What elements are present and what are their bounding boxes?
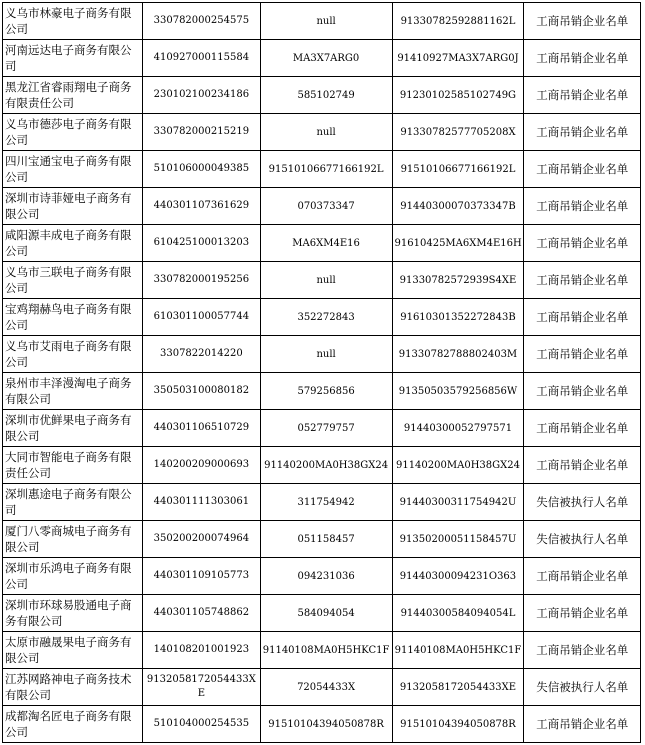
company-name-cell: 河南远达电子商务有限公司 bbox=[3, 40, 143, 77]
organization-code-cell: null bbox=[260, 3, 392, 40]
table-row bbox=[3, 40, 641, 77]
credit-code-cell: 91230102585102749G bbox=[392, 77, 524, 114]
organization-code-cell: 584094054 bbox=[260, 595, 392, 632]
registration-number-cell: 440301106510729 bbox=[143, 410, 261, 447]
company-name-cell: 深圳市优鲜果电子商务有限公司 bbox=[3, 410, 143, 447]
company-name-cell: 厦门八零商城电子商务有限公司 bbox=[3, 521, 143, 558]
list-status-cell: 工商吊销企业名单 bbox=[524, 114, 641, 151]
credit-code-cell: 91330782577705208X bbox=[392, 114, 524, 151]
table-row bbox=[3, 410, 641, 447]
organization-code-cell: 91510106677166192L bbox=[260, 151, 392, 188]
table-row bbox=[3, 373, 641, 410]
company-name-cell: 泉州市丰泽漫淘电子商务有限公司 bbox=[3, 373, 143, 410]
organization-code-cell: null bbox=[260, 114, 392, 151]
table-row bbox=[3, 151, 641, 188]
organization-code-cell: 094231036 bbox=[260, 558, 392, 595]
company-name-cell: 太原市融晟果电子商务有限公司 bbox=[3, 632, 143, 669]
organization-code-cell: 579256856 bbox=[260, 373, 392, 410]
organization-code-cell: 91140200MA0H38GX24 bbox=[260, 447, 392, 484]
table-row bbox=[3, 77, 641, 114]
company-name-cell: 深圳惠途电子商务有限公司 bbox=[3, 484, 143, 521]
table-row bbox=[3, 3, 641, 40]
list-status-cell: 工商吊销企业名单 bbox=[524, 373, 641, 410]
organization-code-cell: 91510104394050878R bbox=[260, 706, 392, 743]
list-status-cell: 工商吊销企业名单 bbox=[524, 558, 641, 595]
company-name-cell: 深圳市环球易股通电子商务有限公司 bbox=[3, 595, 143, 632]
list-status-cell: 失信被执行人名单 bbox=[524, 521, 641, 558]
company-name-cell: 深圳市诗菲娅电子商务有限公司 bbox=[3, 188, 143, 225]
organization-code-cell: 070373347 bbox=[260, 188, 392, 225]
registration-number-cell: 330782000254575 bbox=[143, 3, 261, 40]
organization-code-cell: 585102749 bbox=[260, 77, 392, 114]
company-name-cell: 黑龙江省睿雨翔电子商务有限责任公司 bbox=[3, 77, 143, 114]
table-body bbox=[3, 3, 641, 743]
list-status-cell: 工商吊销企业名单 bbox=[524, 77, 641, 114]
registration-number-cell: 440301109105773 bbox=[143, 558, 261, 595]
registration-number-cell: 440301105748862 bbox=[143, 595, 261, 632]
list-status-cell: 失信被执行人名单 bbox=[524, 669, 641, 706]
company-name-cell: 义乌市德莎电子商务有限公司 bbox=[3, 114, 143, 151]
list-status-cell: 工商吊销企业名单 bbox=[524, 706, 641, 743]
table-row bbox=[3, 632, 641, 669]
credit-code-cell: 9132058172054433XE bbox=[392, 669, 524, 706]
registration-number-cell: 610425100013203 bbox=[143, 225, 261, 262]
list-status-cell: 失信被执行人名单 bbox=[524, 484, 641, 521]
registration-number-cell: 330782000195256 bbox=[143, 262, 261, 299]
credit-code-cell: 91140200MA0H38GX24 bbox=[392, 447, 524, 484]
table-row bbox=[3, 595, 641, 632]
list-status-cell: 工商吊销企业名单 bbox=[524, 410, 641, 447]
list-status-cell: 工商吊销企业名单 bbox=[524, 299, 641, 336]
credit-code-cell: 91510106677166192L bbox=[392, 151, 524, 188]
registration-number-cell: 140200209000693 bbox=[143, 447, 261, 484]
list-status-cell: 工商吊销企业名单 bbox=[524, 151, 641, 188]
table-row bbox=[3, 706, 641, 743]
company-name-cell: 深圳市乐鸿电子商务有限公司 bbox=[3, 558, 143, 595]
credit-code-cell: 91610425MA6XM4E16H bbox=[392, 225, 524, 262]
table-row bbox=[3, 225, 641, 262]
credit-code-cell: 91440300052797571 bbox=[392, 410, 524, 447]
registration-number-cell: 9132058172054433XE bbox=[143, 669, 261, 706]
credit-code-cell: 91330782592881162L bbox=[392, 3, 524, 40]
registration-number-cell: 350200200074964 bbox=[143, 521, 261, 558]
credit-code-cell: 91350200051158457U bbox=[392, 521, 524, 558]
credit-code-cell: 91410927MA3X7ARG0J bbox=[392, 40, 524, 77]
table-row bbox=[3, 558, 641, 595]
company-name-cell: 义乌市三联电子商务有限公司 bbox=[3, 262, 143, 299]
credit-code-cell: 91350503579256856W bbox=[392, 373, 524, 410]
credit-code-cell: 91330782572939S4XE bbox=[392, 262, 524, 299]
table-row bbox=[3, 336, 641, 373]
credit-code-cell: 91610301352272843B bbox=[392, 299, 524, 336]
organization-code-cell: null bbox=[260, 262, 392, 299]
company-name-cell: 四川宝通宝电子商务有限公司 bbox=[3, 151, 143, 188]
company-name-cell: 义乌市艾雨电子商务有限公司 bbox=[3, 336, 143, 373]
registration-number-cell: 330782000215219 bbox=[143, 114, 261, 151]
registration-number-cell: 510106000049385 bbox=[143, 151, 261, 188]
company-name-cell: 成都淘名匠电子商务有限公司 bbox=[3, 706, 143, 743]
table-row bbox=[3, 262, 641, 299]
list-status-cell: 工商吊销企业名单 bbox=[524, 632, 641, 669]
table-row bbox=[3, 188, 641, 225]
company-name-cell: 江苏网路神电子商务技术有限公司 bbox=[3, 669, 143, 706]
list-status-cell: 工商吊销企业名单 bbox=[524, 262, 641, 299]
list-status-cell: 工商吊销企业名单 bbox=[524, 40, 641, 77]
organization-code-cell: MA6XM4E16 bbox=[260, 225, 392, 262]
registration-number-cell: 440301107361629 bbox=[143, 188, 261, 225]
credit-code-cell: 91140108MA0H5HKC1F bbox=[392, 632, 524, 669]
table-row bbox=[3, 484, 641, 521]
list-status-cell: 工商吊销企业名单 bbox=[524, 336, 641, 373]
company-name-cell: 义乌市林豪电子商务有限公司 bbox=[3, 3, 143, 40]
company-name-cell: 大同市智能电子商务有限责任公司 bbox=[3, 447, 143, 484]
list-status-cell: 工商吊销企业名单 bbox=[524, 595, 641, 632]
organization-code-cell: 91140108MA0H5HKC1F bbox=[260, 632, 392, 669]
registration-number-cell: 410927000115584 bbox=[143, 40, 261, 77]
company-list-table bbox=[2, 2, 641, 743]
list-status-cell: 工商吊销企业名单 bbox=[524, 3, 641, 40]
organization-code-cell: 311754942 bbox=[260, 484, 392, 521]
credit-code-cell: 91440300311754942U bbox=[392, 484, 524, 521]
list-status-cell: 工商吊销企业名单 bbox=[524, 225, 641, 262]
registration-number-cell: 230102100234186 bbox=[143, 77, 261, 114]
table-row bbox=[3, 669, 641, 706]
registration-number-cell: 350503100080182 bbox=[143, 373, 261, 410]
credit-code-cell: 91440300584094054L bbox=[392, 595, 524, 632]
organization-code-cell: 72054433X bbox=[260, 669, 392, 706]
table-row bbox=[3, 299, 641, 336]
list-status-cell: 工商吊销企业名单 bbox=[524, 188, 641, 225]
registration-number-cell: 140108201001923 bbox=[143, 632, 261, 669]
registration-number-cell: 440301111303061 bbox=[143, 484, 261, 521]
registration-number-cell: 610301100057744 bbox=[143, 299, 261, 336]
table-row bbox=[3, 521, 641, 558]
organization-code-cell: null bbox=[260, 336, 392, 373]
company-name-cell: 宝鸡翔赫鸟电子商务有限公司 bbox=[3, 299, 143, 336]
organization-code-cell: 052779757 bbox=[260, 410, 392, 447]
credit-code-cell: 91510104394050878R bbox=[392, 706, 524, 743]
list-status-cell: 工商吊销企业名单 bbox=[524, 447, 641, 484]
credit-code-cell: 91330782788802403M bbox=[392, 336, 524, 373]
organization-code-cell: 352272843 bbox=[260, 299, 392, 336]
organization-code-cell: 051158457 bbox=[260, 521, 392, 558]
registration-number-cell: 510104000254535 bbox=[143, 706, 261, 743]
table-row bbox=[3, 114, 641, 151]
credit-code-cell: 91440300070373347B bbox=[392, 188, 524, 225]
company-name-cell: 咸阳源丰成电子商务有限公司 bbox=[3, 225, 143, 262]
organization-code-cell: MA3X7ARG0 bbox=[260, 40, 392, 77]
table-row bbox=[3, 447, 641, 484]
registration-number-cell: 3307822014220 bbox=[143, 336, 261, 373]
credit-code-cell: 91440300094231O363 bbox=[392, 558, 524, 595]
